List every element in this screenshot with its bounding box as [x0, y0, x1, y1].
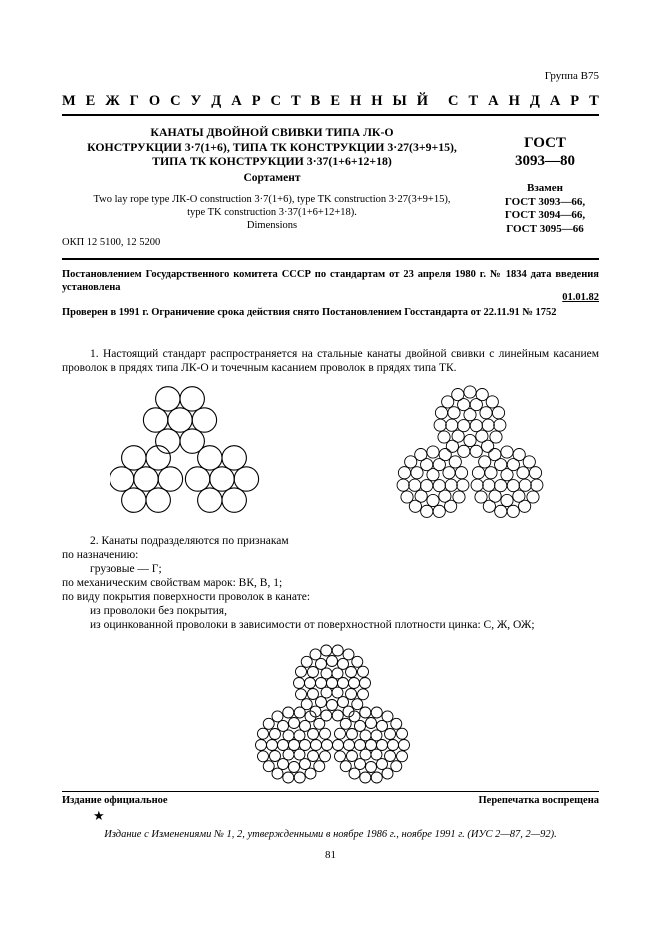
- wire-circle: [397, 728, 408, 739]
- wire-circle: [438, 431, 450, 443]
- wire-circle: [385, 729, 396, 740]
- banner-letter: С: [170, 93, 181, 109]
- wire-circle: [442, 396, 454, 408]
- wire-circle: [519, 479, 531, 491]
- banner-letter: Ы: [392, 93, 407, 109]
- replace-1: ГОСТ 3093—66,: [504, 195, 586, 208]
- banner-letter: Е: [85, 93, 96, 109]
- gost-number: 3093—80: [515, 153, 575, 169]
- wire-circle: [267, 740, 278, 751]
- introduction-date: 01.01.82: [562, 292, 599, 303]
- banner-letter: Т: [468, 93, 479, 109]
- wire-circle: [366, 718, 377, 729]
- wire-circle: [471, 479, 483, 491]
- banner-letter: С: [270, 93, 282, 109]
- wire-circle: [322, 740, 333, 751]
- wire-circle: [308, 729, 319, 740]
- wire-circle: [334, 751, 345, 762]
- wire-circle: [382, 711, 393, 722]
- wire-circle: [457, 479, 469, 491]
- wire-circle: [391, 718, 402, 729]
- wire-circle: [531, 479, 543, 491]
- english-title: [62, 193, 482, 232]
- wire-circle: [283, 772, 294, 783]
- wire-circle: [529, 467, 541, 479]
- wire-circle: [517, 467, 529, 479]
- wire-circle: [409, 479, 421, 491]
- wire-circle: [401, 491, 413, 503]
- banner-letter: Д: [211, 93, 222, 109]
- page-number: 81: [325, 849, 336, 861]
- wire-circle: [455, 467, 467, 479]
- paragraph-2-cargo: грузовые — Г;: [90, 563, 162, 575]
- wire-circle: [476, 388, 488, 400]
- wire-circle: [198, 488, 222, 512]
- wire-circle: [332, 710, 343, 721]
- wire-circle: [289, 762, 300, 773]
- title-line-1: КАНАТЫ ДВОЙНОЙ СВИВКИ ТИПА ЛК-О: [150, 125, 394, 139]
- wire-circle: [464, 434, 476, 446]
- wire-circle: [485, 467, 497, 479]
- wire-circle: [439, 448, 451, 460]
- banner-letter: Д: [529, 93, 540, 109]
- wire-circle: [352, 699, 363, 710]
- wire-circle: [434, 419, 446, 431]
- wire-circle: [360, 772, 371, 783]
- paragraph-2-purpose: по назначению:: [62, 549, 139, 561]
- banner-letter: Т: [291, 93, 301, 109]
- banner-letter: А: [549, 93, 561, 109]
- wire-circle: [446, 419, 458, 431]
- wire-circle: [156, 387, 180, 411]
- wire-circle: [501, 446, 513, 458]
- wire-circle: [134, 467, 158, 491]
- wire-circle: [143, 408, 167, 432]
- wire-circle: [256, 740, 267, 751]
- wire-circle: [472, 467, 484, 479]
- wire-circle: [397, 479, 409, 491]
- wire-circle: [433, 505, 445, 517]
- wire-circle: [185, 467, 209, 491]
- banner-letter: М: [62, 93, 76, 109]
- wire-circle: [360, 707, 371, 718]
- checked-note: Проверен в 1991 г. Ограничение срока действия снято Постановлением Госстандарта от 22.11.91 № 1752: [62, 307, 557, 318]
- wire-circle: [295, 666, 306, 677]
- english-line-1: Two lay rope type ЛК-О construction 3·7(1+6), type TK construction 3·27(3+9+15),: [93, 194, 451, 205]
- wire-circle: [358, 689, 369, 700]
- wire-circle: [294, 772, 305, 783]
- replace-2: ГОСТ 3094—66,: [504, 209, 586, 221]
- wire-circle: [295, 689, 306, 700]
- title-line-3: ТИПА ТК КОНСТРУКЦИИ 3·37(1+6+12+18): [152, 154, 392, 168]
- interstate-standard-banner: [62, 93, 599, 110]
- wire-circle: [310, 649, 321, 660]
- wire-circle: [449, 456, 461, 468]
- star-icon: ★: [93, 808, 105, 823]
- paragraph-2-coating: по виду покрытия поверхности проволок в канате:: [62, 591, 311, 603]
- wire-circle: [314, 761, 325, 772]
- wire-circle: [110, 467, 134, 491]
- paragraph-2-uncoated: из проволоки без покрытия,: [90, 605, 227, 617]
- gost-number-block: [490, 134, 600, 170]
- wire-circle: [358, 666, 369, 677]
- wire-circle: [415, 448, 427, 460]
- wire-circle: [146, 488, 170, 512]
- wire-circle: [234, 467, 258, 491]
- replace-label: Взамен: [527, 182, 563, 194]
- changes-note: Издание с Изменениями № 1, 2, утвержденными в ноябре 1986 г., ноябре 1991 г. (ИУС 2—87, 2—92).: [104, 829, 557, 840]
- wire-circle: [305, 678, 316, 689]
- wire-circle: [294, 678, 305, 689]
- wire-circle: [482, 440, 494, 452]
- wire-circle: [470, 445, 482, 457]
- wire-circle: [333, 740, 344, 751]
- banner-letter: Ж: [105, 93, 120, 109]
- wire-circle: [340, 718, 351, 729]
- okp-rule: [62, 258, 599, 260]
- wire-circle: [507, 505, 519, 517]
- wire-circle: [332, 645, 343, 656]
- wire-circle: [523, 456, 535, 468]
- wire-circle: [464, 386, 476, 398]
- replace-3: ГОСТ 3095—66: [506, 222, 584, 235]
- wire-circle: [443, 467, 455, 479]
- wire-circle: [321, 645, 332, 656]
- wire-circle: [349, 678, 360, 689]
- wire-circle: [307, 689, 318, 700]
- wire-circle: [349, 768, 360, 779]
- wire-circle: [489, 448, 501, 460]
- wire-circle: [346, 751, 357, 762]
- wire-circle: [343, 649, 354, 660]
- wire-circle: [320, 728, 331, 739]
- wire-circle: [445, 500, 457, 512]
- banner-letter: А: [231, 93, 242, 109]
- wire-circle: [327, 700, 338, 711]
- wire-circle: [311, 740, 322, 751]
- wire-circle: [479, 456, 491, 468]
- wire-circle: [122, 488, 146, 512]
- wire-circle: [269, 751, 280, 762]
- wire-circle: [210, 467, 234, 491]
- wire-circle: [340, 761, 351, 772]
- banner-letter: Т: [589, 93, 599, 109]
- wire-circle: [448, 407, 460, 419]
- wire-circle: [257, 751, 268, 762]
- document-title: [62, 125, 482, 169]
- wire-circle: [445, 479, 457, 491]
- wire-circle: [435, 407, 447, 419]
- wire-circle: [519, 500, 531, 512]
- wire-circle: [475, 491, 487, 503]
- wire-circle: [399, 740, 410, 751]
- english-line-2: type TK construction 3·37(1+6+12+18).: [187, 207, 357, 218]
- figure-3x7: [110, 382, 280, 522]
- wire-circle: [344, 740, 355, 751]
- wire-circle: [366, 762, 377, 773]
- wire-circle: [305, 768, 316, 779]
- wire-circle: [352, 656, 363, 667]
- title-line-2: КОНСТРУКЦИИ 3·7(1+6), ТИПА ТК КОНСТРУКЦИИ 3·27(3+9+15),: [87, 139, 457, 154]
- banner-letter: Н: [349, 93, 362, 109]
- banner-letter: Й: [416, 93, 429, 109]
- subtitle: Сортамент: [243, 172, 301, 184]
- wire-circle: [421, 505, 433, 517]
- banner-letter: Г: [129, 93, 139, 109]
- english-line-3: Dimensions: [246, 220, 298, 231]
- wire-circle: [198, 446, 222, 470]
- gost-label: ГОСТ: [524, 135, 566, 151]
- wire-circle: [480, 407, 492, 419]
- wire-circle: [452, 388, 464, 400]
- paragraph-2: 2. Канаты подразделяются по признакам: [90, 535, 289, 547]
- wire-circle: [283, 707, 294, 718]
- banner-letter: Н: [508, 93, 520, 109]
- decree-text: Постановлением Государственного комитета СССР по стандартам от 23 апреля 1980 г. № 1834 дата введения установлена: [62, 269, 599, 293]
- wire-circle: [289, 718, 300, 729]
- wire-circle: [458, 445, 470, 457]
- wire-circle: [222, 488, 246, 512]
- wire-circle: [391, 761, 402, 772]
- wire-circle: [501, 494, 513, 506]
- wire-circle: [483, 479, 495, 491]
- wire-circle: [334, 728, 345, 739]
- group-code: Группа В75: [544, 70, 599, 82]
- wire-circle: [180, 387, 204, 411]
- wire-circle: [482, 419, 494, 431]
- wire-circle: [486, 396, 498, 408]
- wire-circle: [314, 718, 325, 729]
- reprint-prohibited: Перепечатка воспрещена: [478, 795, 599, 806]
- wire-circle: [371, 707, 382, 718]
- wire-circle: [168, 408, 192, 432]
- banner-letter: Н: [371, 93, 383, 109]
- wire-circle: [346, 667, 357, 678]
- paragraph-1: 1. Настоящий стандарт распространяется на стальные канаты двойной свивки с линейным касанием проволок в прядях типа ЛК-О и точечным касанием проволок в прядях типа ТК.: [62, 348, 599, 374]
- wire-circle: [494, 419, 506, 431]
- wire-circle: [272, 711, 283, 722]
- wire-circle: [411, 467, 423, 479]
- wire-circle: [513, 448, 525, 460]
- banner-letter: Р: [570, 93, 580, 109]
- banner-letter: Р: [251, 93, 261, 109]
- wire-circle: [495, 505, 507, 517]
- official-edition: Издание официальное: [62, 795, 168, 806]
- banner-letter: О: [148, 93, 161, 109]
- figure-3x27: [390, 380, 550, 525]
- wire-circle: [263, 718, 274, 729]
- wire-circle: [371, 772, 382, 783]
- paragraph-2-mechanical: по механическим свойствам марок: ВК, В, 1;: [62, 577, 283, 589]
- okp-code: ОКП 12 5100, 12 5200: [62, 237, 161, 248]
- footer-rule: [62, 791, 599, 792]
- wire-circle: [294, 707, 305, 718]
- wire-circle: [158, 467, 182, 491]
- wire-circle: [222, 446, 246, 470]
- wire-circle: [427, 494, 439, 506]
- banner-letter: А: [488, 93, 499, 109]
- wire-circle: [360, 678, 371, 689]
- wire-circle: [397, 751, 408, 762]
- replaces-block: [480, 182, 610, 236]
- banner-letter: В: [310, 93, 321, 109]
- wire-circle: [492, 407, 504, 419]
- banner-letter: Е: [330, 93, 340, 109]
- figure-3x37: [250, 638, 415, 788]
- wire-circle: [272, 768, 283, 779]
- header-rule: [62, 114, 599, 116]
- wire-circle: [327, 656, 338, 667]
- wire-circle: [122, 446, 146, 470]
- wire-circle: [427, 446, 439, 458]
- wire-circle: [398, 467, 410, 479]
- paragraph-2-galvanized: из оцинкованной проволоки в зависимости от поверхностной плотности цинка: С, Ж, ОЖ;: [90, 619, 535, 631]
- wire-circle: [301, 656, 312, 667]
- banner-letter: С: [447, 93, 459, 109]
- wire-circle: [263, 761, 274, 772]
- wire-circle: [192, 408, 216, 432]
- wire-circle: [405, 456, 417, 468]
- wire-circle: [320, 751, 331, 762]
- wire-circle: [388, 740, 399, 751]
- banner-letter: У: [190, 93, 202, 109]
- wire-circle: [382, 768, 393, 779]
- wire-circle: [257, 728, 268, 739]
